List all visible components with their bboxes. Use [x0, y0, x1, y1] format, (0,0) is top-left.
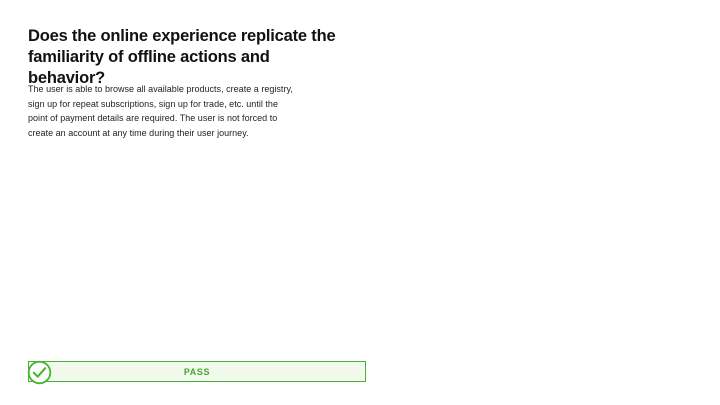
body-paragraph: The user is able to browse all available products, create a registry, sign up for repeat subscriptions, sign up for trade, etc. until the point of payment details are required. The user is not forced to create an account at any time during their user journey. — [28, 84, 293, 138]
status-badge — [28, 361, 366, 382]
page-title: Does the online experience replicate the familiarity of offline actions and behavior? — [28, 27, 336, 88]
check-circle-icon — [27, 360, 52, 385]
status-badge-label: PASS — [183, 366, 211, 377]
